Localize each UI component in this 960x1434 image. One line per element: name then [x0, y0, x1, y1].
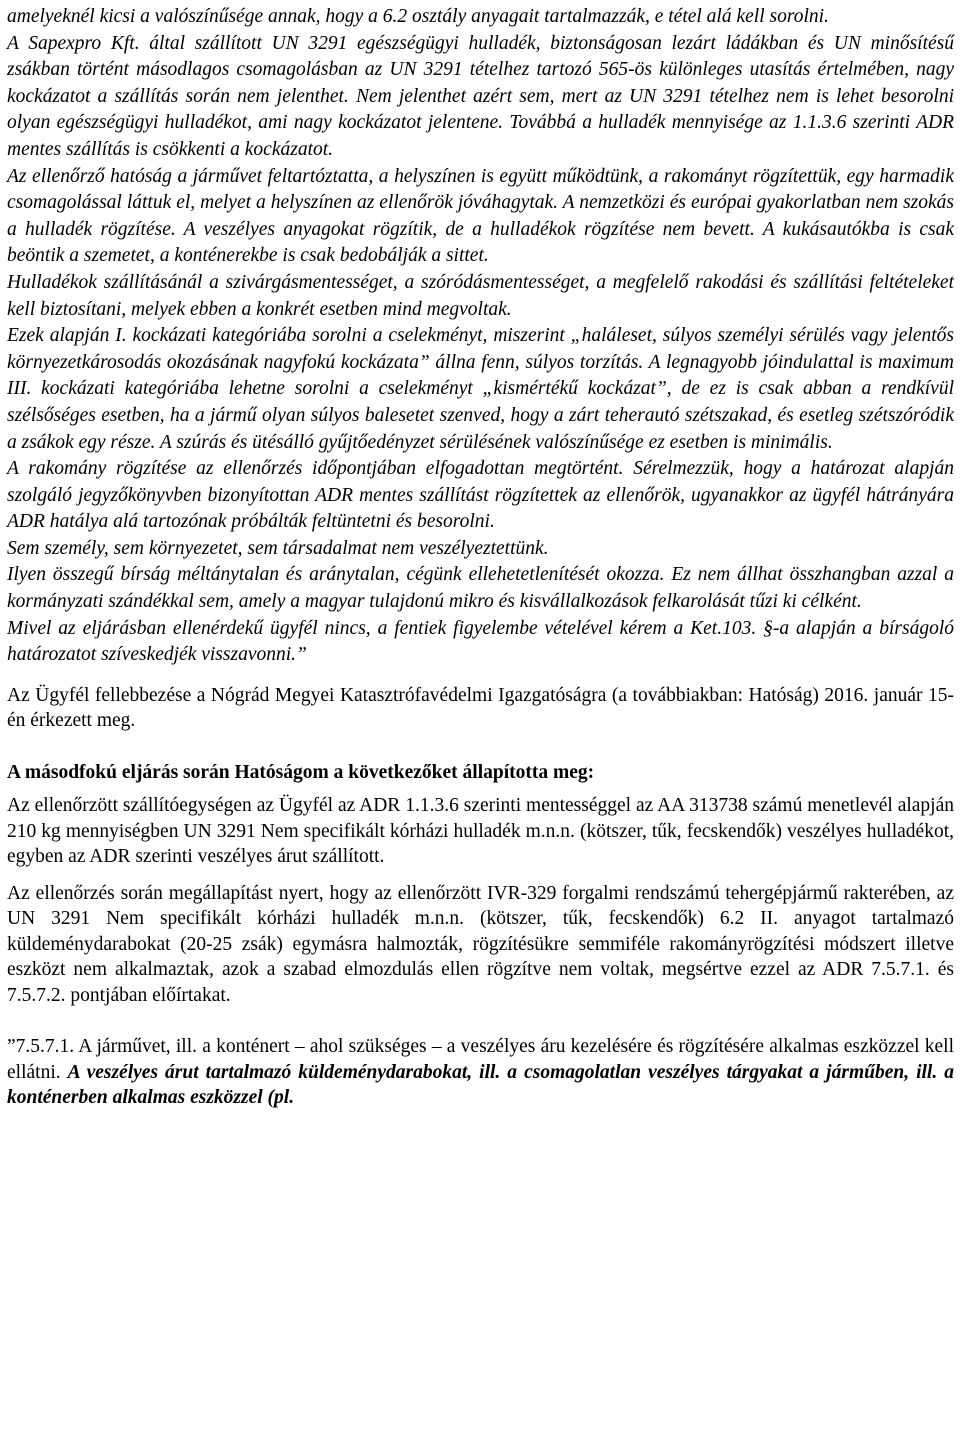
finding-paragraph-2: Az ellenőrzés során megállapítást nyert, hogy az ellenőrzött IVR-329 forgalmi rendszámú tehergépjármű rakterében, az UN 3291 Nem specifikált kórházi hulladék m.n.n. (kötszer, tűk, fecskendők) 6.2 II. anyagot tartalmazó küldeménydarabokat (20-25 zsák) egymásra halmozták, rögzítésükre semmiféle rakományrögzítési módszert illetve eszközt nem alkalmaztak, azok a szabad elmozdulás ellen rögzítve nem voltak, megsértve ezzel az ADR 7.5.7.1. és 7.5.7.2. pontjában előírtakat. — [7, 882, 954, 1006]
appeal-received-paragraph: Az Ügyfél fellebbezése a Nógrád Megyei Katasztrófavédelmi Igazgatóságra (a továbbiakban: Hatóság) 2016. január 15-én érkezett meg. — [7, 684, 954, 732]
quote-paragraph-5: Ezek alapján I. kockázati kategóriába sorolni a cselekményt, miszerint „haláleset, súlyos személyi sérülés vagy jelentős környezetkárosodás okozásának nagyfokú kockázata” állna fenn, súlyos torzítás. A legnagyobb jóindulattal is maximum III. kockázati kategóriába lehetne sorolni a cselekményt „kismértékű kockázat”, de ez is csak abban a rendkívül szélsőséges esetben, ha a jármű olyan súlyos balesetet szenved, hogy a zárt teherautó szétszakad, és esetleg szétszóródik a zsákok egy része. A szúrás és ütésálló gyűjtőedényzet sérülésének valószínűsége ez esetben is minimális. — [7, 325, 954, 453]
quote-paragraph-7: Sem személy, sem környezetet, sem társadalmat nem veszélyeztettünk. — [7, 537, 549, 559]
quote-paragraph-6: A rakomány rögzítése az ellenőrzés időpontjában elfogadottan megtörtént. Sérelmezzük, hogy a határozat alapján szolgáló jegyzőkönyvben bizonyítottan ADR mentes szállítást rögzítettek az ellenőrök, ugyanakkor az ügyfél hátrányára ADR hatálya alá tartozónak próbálták feltüntetni és besorolni. — [7, 458, 954, 533]
quote-paragraph-1: amelyeknél kicsi a valószínűsége annak, hogy a 6.2 osztály anyagait tartalmazzák, e tétel alá kell sorolni. — [7, 6, 829, 27]
quote-paragraph-4: Hulladékok szállításánál a szivárgásmentességet, a szóródásmentességet, a megfelelő rakodási és szállítási feltételeket kell biztosítani, melyek ebben a konkrét esetben mind megvoltak. — [7, 271, 954, 320]
quote-paragraph-3: Az ellenőrző hatóság a járművet feltartóztatta, a helyszínen is együtt működtünk, a rakományt rögzítettük, egy harmadik csomagolással láttuk el, melyet a helyszínen az ellenőrök jóváhagytak. A nemzetközi és európai gyakorlatban nem szokás a hulladék rögzítése. A veszélyes anyagokat rögzítik, de a hulladékok rögzítése nem bevett. A kukásautókba is csak beöntik a szemetet, a konténerekbe is csak bedobálják a sittet. — [7, 165, 954, 267]
adr-quote-bold: A veszélyes árut tartalmazó küldeménydarabokat, ill. a csomagolatlan veszélyes tárgyakat a járműben, ill. a konténerben alkalmas eszközzel (pl. — [7, 1061, 954, 1109]
quote-paragraph-2: A Sapexpro Kft. által szállított UN 3291 egészségügyi hulladék, biztonságosan lezárt ládákban és UN minősítésű zsákban történt másodlagos csomagolásban az UN 3291 tételhez tartozó 565-ös különleges utasítás értelmében, nagy kockázatot a szállítás során nem jelenthet. Nem jelenthet azért sem, mert az UN 3291 tételhez nem is lehet besorolni olyan egészségügyi hulladékot, ami nagy kockázatot jelentene. Továbbá a hulladék mennyisége az 1.1.3.6 szerinti ADR mentes szállítás is csökkenti a kockázatot. — [7, 32, 954, 160]
section-heading: A másodfokú eljárás során Hatóságom a következőket állapította meg: — [7, 761, 595, 783]
quote-paragraph-8: Ilyen összegű bírság méltánytalan és aránytalan, cégünk ellehetetlenítését okozza. Ez nem állhat összhangban azzal a kormányzati szándékkal sem, amely a magyar tulajdonú mikro és kisvállalkozások felkarolását tűzi ki célként. — [7, 564, 954, 613]
appeal-quote-section — [7, 4, 954, 669]
adr-quote-paragraph — [7, 1034, 954, 1111]
adr-quote-lead: ”7.5.7.1. A járművet, ill. a konténert – ahol szükséges – a veszélyes áru kezelésére és rögzítésére alkalmas eszközzel kell ellátni. — [7, 1036, 954, 1083]
quote-paragraph-9: Mivel az eljárásban ellenérdekű ügyfél nincs, a fentiek figyelembe vételével kérem a Ket.103. §-a alapján a bírságoló határozatot szíveskedjék visszavonni.” — [7, 617, 954, 666]
finding-paragraph-1: Az ellenőrzött szállítóegységen az Ügyfél az ADR 1.1.3.6 szerinti mentességgel az AA 313738 számú menetlevél alapján 210 kg mennyiségben UN 3291 Nem specifikált kórházi hulladék m.n.n. (kötszer, tűk, fecskendők) veszélyes hulladékot, egyben az ADR szerinti veszélyes árut szállított. — [7, 795, 954, 868]
